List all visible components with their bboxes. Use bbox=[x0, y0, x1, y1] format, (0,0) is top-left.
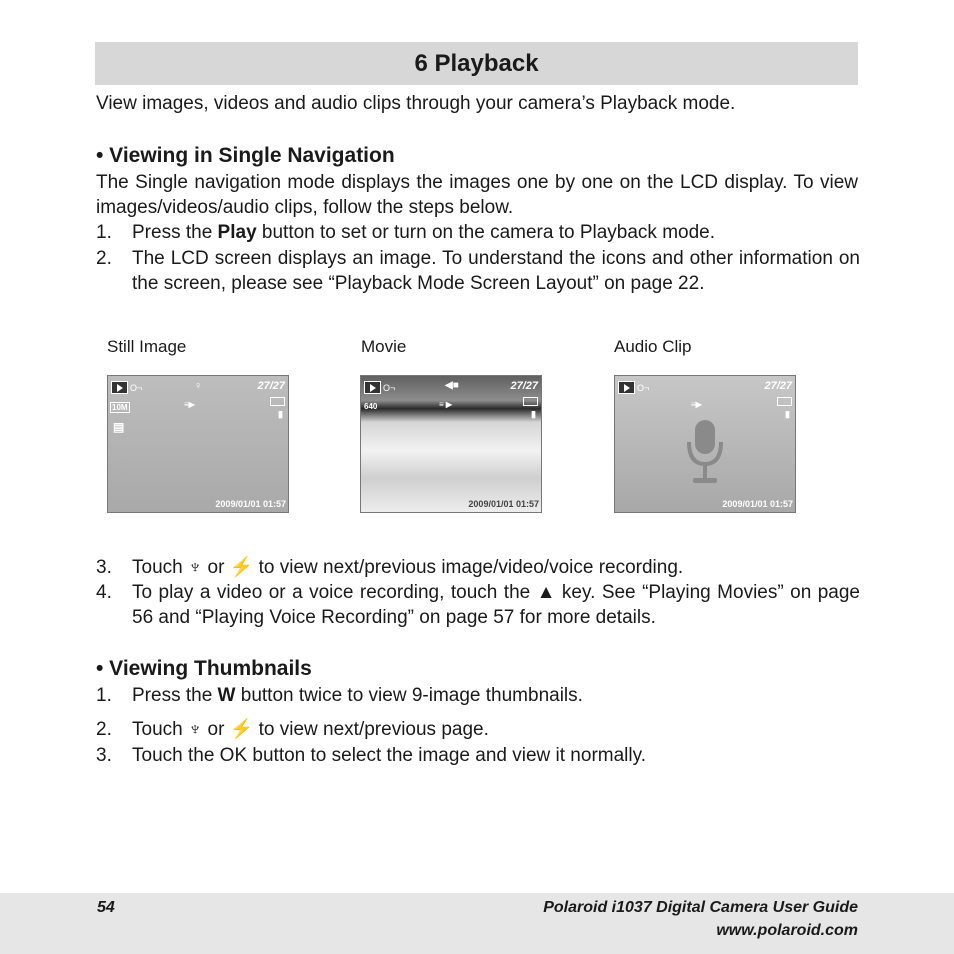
step-text: Press the W button twice to view 9-image thumbnails. bbox=[132, 685, 583, 706]
datetime-stamp: 2009/01/01 01:57 bbox=[215, 499, 286, 509]
step-number: 4. bbox=[96, 582, 112, 603]
section-heading-thumbnails: • Viewing Thumbnails bbox=[96, 657, 312, 680]
caption-still-image: Still Image bbox=[107, 337, 187, 356]
step-3-thumbnails bbox=[96, 743, 860, 768]
next-arrow-icon: ♆ bbox=[187, 719, 203, 740]
chapter-title: 6 Playback bbox=[414, 50, 539, 77]
chapter-header-bar bbox=[95, 42, 858, 85]
caption-audio-clip: Audio Clip bbox=[614, 337, 692, 356]
datetime-stamp: 2009/01/01 01:57 bbox=[468, 499, 539, 509]
step-number: 1. bbox=[96, 222, 112, 243]
protect-key-icon: O¬ bbox=[637, 383, 650, 393]
intro-text: View images, videos and audio clips through your camera’s Playback mode. bbox=[96, 93, 736, 114]
step-number: 1. bbox=[96, 685, 112, 706]
page-number: 54 bbox=[97, 899, 115, 916]
step-number: 3. bbox=[96, 557, 112, 578]
microphone-icon bbox=[683, 416, 727, 496]
card-icon: ▮ bbox=[531, 409, 536, 419]
play-key-label: Play bbox=[217, 222, 257, 243]
step-text: Touch the OK button to select the image and view it normally. bbox=[132, 745, 646, 766]
protect-key-icon: O¬ bbox=[383, 383, 396, 393]
w-key-label: W bbox=[217, 685, 236, 706]
single-navigation-paragraph: The Single navigation mode displays the images one by one on the LCD display. To view images/videos/audio clips, follow the steps below. bbox=[96, 172, 858, 218]
resolution-badge: 10M bbox=[112, 403, 128, 412]
step-4-single bbox=[96, 580, 860, 630]
card-icon: ▮ bbox=[278, 409, 283, 419]
image-counter: 27/27 bbox=[510, 380, 538, 392]
play-indicator-icon: ≡▶ bbox=[691, 400, 702, 409]
section-heading-single-navigation: • Viewing in Single Navigation bbox=[96, 144, 395, 167]
protect-key-icon: O¬ bbox=[130, 383, 143, 393]
still-image-screen bbox=[107, 375, 289, 513]
step-number: 3. bbox=[96, 745, 112, 766]
step-1-thumbnails bbox=[96, 683, 860, 708]
movie-camera-icon: ◀■ bbox=[445, 380, 459, 391]
datetime-stamp: 2009/01/01 01:57 bbox=[722, 499, 793, 509]
movie-resolution-badge: 640 bbox=[364, 402, 378, 411]
step-text: The LCD screen displays an image. To understand the icons and other information on the screen, please see “Playback Mode Screen Layout” on page 22. bbox=[132, 248, 860, 294]
website-url: www.polaroid.com bbox=[716, 922, 858, 939]
step-text: Touch ♆ or ⚡ to view next/previous page. bbox=[132, 719, 489, 740]
step-3-single bbox=[96, 555, 860, 580]
previous-arrow-icon: ⚡ bbox=[229, 719, 254, 740]
step-2-single bbox=[96, 246, 860, 321]
step-number: 2. bbox=[96, 248, 112, 269]
guide-title: Polaroid i1037 Digital Camera User Guide bbox=[543, 899, 858, 916]
step-text: Touch ♆ or ⚡ to view next/previous image/video/voice recording. bbox=[132, 557, 684, 578]
playback-mode-icon bbox=[618, 381, 635, 394]
up-triangle-icon: ▲ bbox=[536, 582, 556, 603]
movie-screen bbox=[360, 375, 542, 513]
playback-mode-icon bbox=[364, 381, 381, 394]
battery-icon bbox=[777, 397, 792, 406]
playback-mode-icon bbox=[111, 381, 128, 394]
card-icon: ▮ bbox=[785, 409, 790, 419]
play-indicator-icon: ≡ ▶ bbox=[439, 400, 453, 409]
previous-arrow-icon: ⚡ bbox=[229, 557, 254, 578]
step-text: To play a video or a voice recording, touch the ▲ key. See “Playing Movies” on page 56 and “Playing Voice Recording” on page 57 for more details. bbox=[132, 582, 860, 628]
page-footer bbox=[0, 893, 954, 954]
next-arrow-icon: ♆ bbox=[187, 557, 203, 578]
battery-icon bbox=[270, 397, 285, 406]
battery-icon bbox=[523, 397, 538, 406]
step-number: 2. bbox=[96, 719, 112, 740]
audio-clip-screen bbox=[614, 375, 796, 513]
slideshow-icon: ≡▶ bbox=[184, 400, 195, 409]
image-counter: 27/27 bbox=[764, 380, 792, 392]
print-icon: ▤ bbox=[113, 420, 125, 434]
voice-memo-icon: ♀ bbox=[194, 380, 203, 392]
image-counter: 27/27 bbox=[257, 380, 285, 392]
step-2-thumbnails bbox=[96, 717, 860, 742]
step-text: Press the Play button to set or turn on the camera to Playback mode. bbox=[132, 222, 716, 243]
caption-movie: Movie bbox=[361, 337, 407, 356]
step-1-single bbox=[96, 220, 860, 245]
